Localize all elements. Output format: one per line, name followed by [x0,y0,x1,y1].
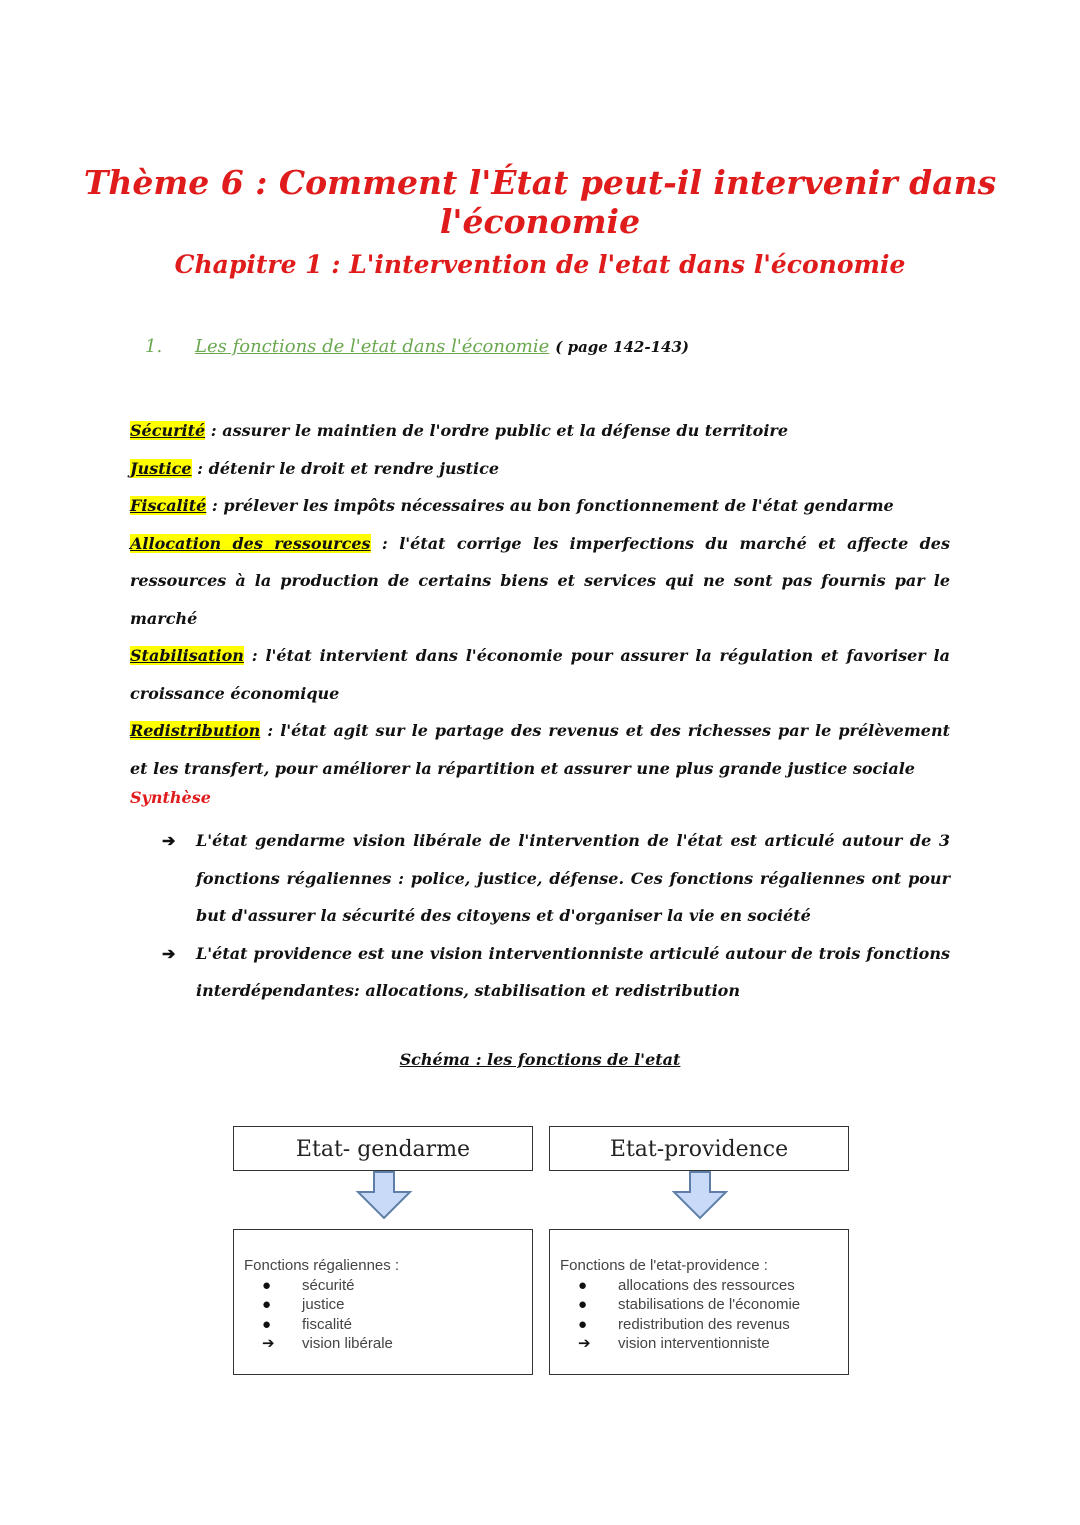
synthese-item [162,822,950,935]
definition-text: : détenir le droit et rendre justice [191,458,500,478]
list-item-text: vision interventionniste [618,1335,770,1352]
theme-title: Thème 6 : Comment l'État peut-il intervenir dans l'économie [83,163,997,241]
list-item [560,1276,848,1296]
list-item [244,1315,532,1335]
definition-item [130,525,950,638]
definition-term: Redistribution [130,721,261,740]
arrow-right-icon: ➔ [262,1335,275,1352]
definition-item [130,487,950,525]
list-item [560,1315,848,1335]
definition-term: Fiscalité [130,496,207,515]
bullet-icon: ● [578,1315,588,1333]
list-item-text: justice [302,1296,345,1313]
section-number: 1. [145,336,163,357]
etat-providence-box: Etat-providence [549,1126,849,1171]
bullet-icon: ● [578,1296,588,1313]
list-item [560,1334,848,1354]
bullet-icon: ● [262,1276,272,1294]
list-item-text: fiscalité [302,1315,353,1333]
section-title: Les fonctions de l'etat dans l'économie [195,336,550,357]
definition-item [130,637,950,712]
definition-item [130,450,950,488]
schema-title: Schéma : les fonctions de l'etat [399,1050,681,1069]
fonctions-etat-providence-box [549,1229,849,1375]
definition-text: : prélever les impôts nécessaires au bon fonctionnement de l'état gendarme [206,496,894,515]
fonctions-regaliennes-box [233,1229,533,1375]
arrow-right-icon: ➔ [578,1335,591,1352]
definition-term: Stabilisation [130,646,244,665]
synthese-text: L'état gendarme vision libérale de l'intervention de l'état est articulé autour de 3 fonctions régaliennes : police, justice, défense. Ces fonctions régaliennes ont pour but d'assurer la sécurité des citoyens et d'organiser la vie en société [196,831,950,925]
list-item-text: stabilisations de l'économie [618,1296,801,1313]
bullet-icon: ● [578,1276,588,1294]
definition-term: Sécurité [130,421,206,440]
definition-text: : assurer le maintien de l'ordre public et la défense du territoire [205,421,789,440]
list-item-text: vision libérale [302,1335,393,1352]
bullet-icon: ● [262,1315,272,1333]
synthese-text: L'état providence est une vision interventionniste articulé autour de trois fonctions interdépendantes: allocations, stabilisation et redistribution [196,943,950,1000]
box-heading: Fonctions régaliennes : [244,1257,400,1274]
definition-text: : l'état agit sur le partage des revenus et des richesses par le prélèvement et les transfert, pour améliorer la répartition et assurer une plus grande justice sociale [130,721,950,778]
down-arrow-icon [354,1170,414,1222]
section-page-ref: ( page 142-143) [555,338,690,356]
definition-term: Allocation des ressources [130,533,371,553]
list-item-text: sécurité [302,1276,355,1294]
list-item-text: allocations des ressources [618,1276,795,1294]
chapter-title: Chapitre 1 : L'intervention de l'etat dans l'économie [174,250,906,279]
list-item-text: redistribution des revenus [618,1315,790,1333]
definition-text: : l'état corrige les imperfections du marché et affecte des ressources à la production de certains biens et services qui ne sont pas fournis par le marché [130,533,950,628]
etat-gendarme-box: Etat- gendarme [233,1126,533,1171]
synthese-item [162,935,950,1010]
box-heading: Fonctions de l'etat-providence : [560,1257,768,1274]
definition-term: Justice [130,458,192,478]
definition-item [130,712,950,787]
synthese-list [162,822,950,1010]
list-item [244,1295,532,1315]
bullet-icon: ● [262,1296,272,1313]
arrow-right-icon: ➔ [162,831,176,850]
list-item [244,1276,532,1296]
definitions-list [130,412,950,787]
list-item [560,1295,848,1315]
section-heading [145,336,689,357]
arrow-right-icon: ➔ [162,943,176,963]
synthese-label: Synthèse [130,788,211,807]
down-arrow-icon [670,1170,730,1222]
definition-item [130,412,950,450]
definition-text: : l'état intervient dans l'économie pour assurer la régulation et favoriser la croissance économique [130,646,950,703]
list-item [244,1334,532,1354]
